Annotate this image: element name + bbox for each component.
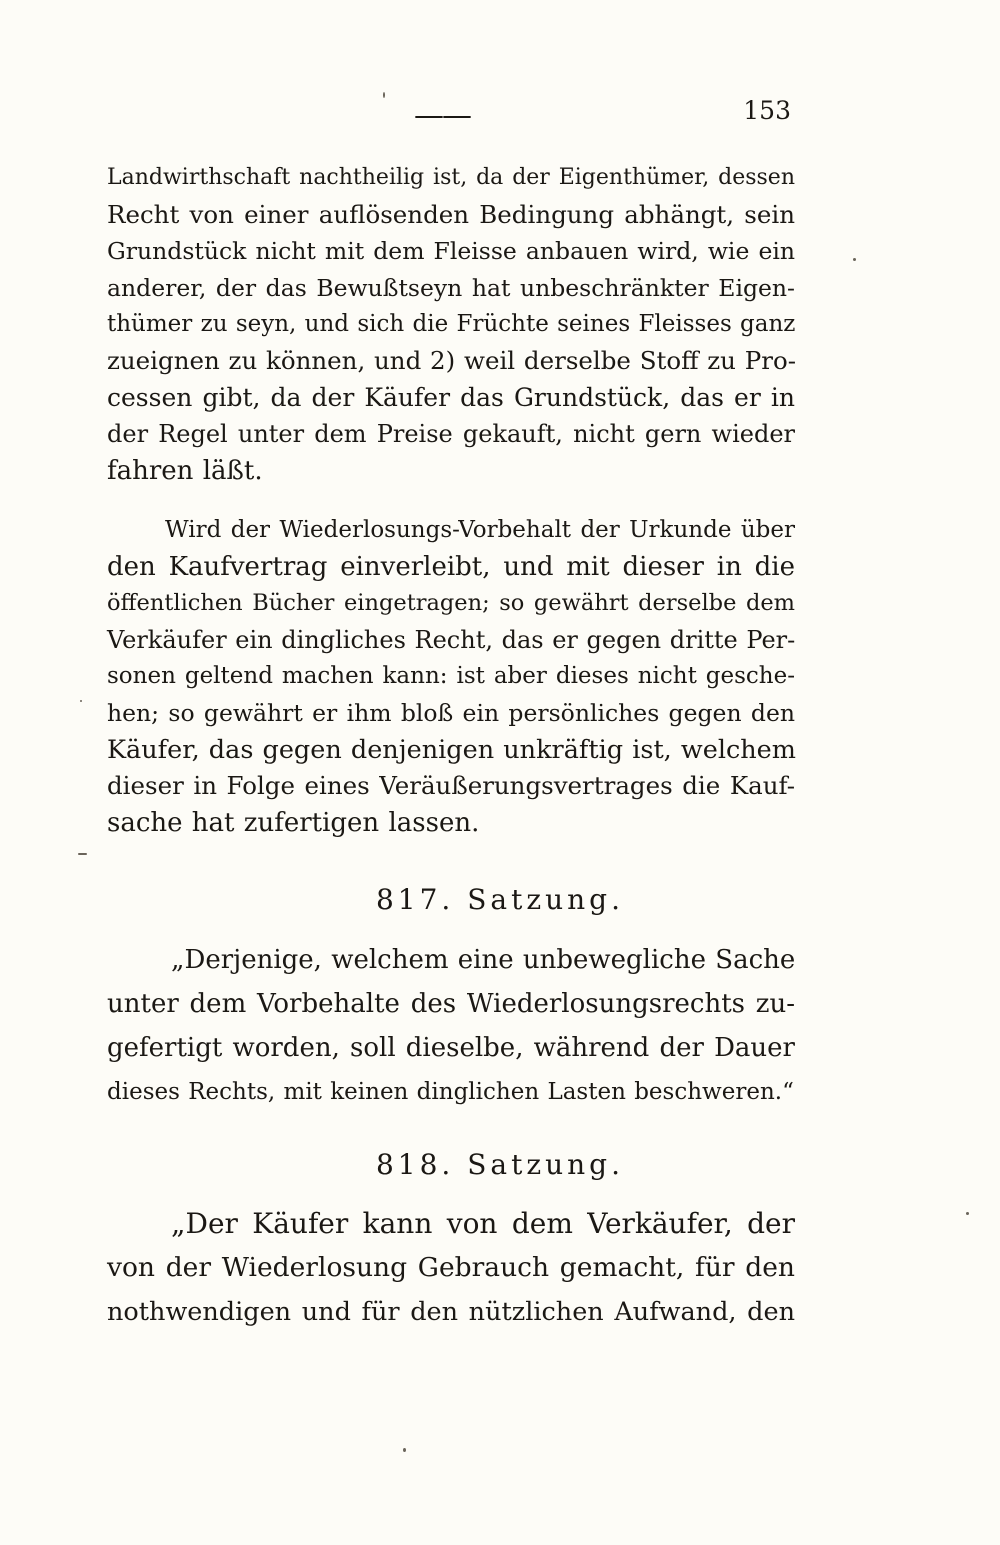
text-line: „Der Käufer kann von dem Verkäufer, der — [171, 1207, 795, 1240]
text-line: von der Wiederlosung Gebrauch gemacht, für den — [107, 1252, 795, 1283]
paper-speck — [383, 92, 385, 98]
text-line: Verkäufer ein dingliches Recht, das er gegen dritte Per- — [107, 625, 796, 654]
text-line: hen; so gewährt er ihm bloß ein persönliches gegen den — [107, 698, 795, 727]
page-number: 153 — [743, 96, 791, 125]
text-line: anderer, der das Bewußtseyn hat unbeschränkter Eigen- — [107, 273, 795, 302]
paper-speck — [80, 700, 82, 702]
text-line: Grundstück nicht mit dem Fleisse anbauen wird, wie ein — [107, 237, 795, 266]
text-line: Recht von einer auflösenden Bedingung abhängt, sein — [107, 199, 795, 229]
text-line: „Derjenige, welchem eine unbewegliche Sache — [171, 945, 796, 975]
text-line: den Kaufvertrag einverleibt, und mit dieser in die — [107, 551, 795, 582]
text-line: dieser in Folge eines Veräußerungsvertrages die Kauf- — [107, 771, 795, 801]
section-heading-817: 817. Satzung. — [375, 883, 624, 916]
section-817-text — [107, 938, 795, 1114]
section-818-text — [107, 1202, 795, 1334]
text-line: gefertigt worden, soll dieselbe, während der Dauer — [107, 1033, 795, 1063]
text-line: der Regel unter dem Preise gekauft, nicht gern wieder — [107, 420, 795, 449]
text-line: sonen geltend machen kann: ist aber dieses nicht gesche- — [107, 663, 795, 690]
section-heading-818: 818. Satzung. — [375, 1148, 624, 1181]
text-line: Landwirthschaft nachtheilig ist, da der Eigenthümer, dessen — [107, 165, 795, 190]
paragraph-2 — [107, 512, 795, 841]
text-line: zueignen zu können, und 2) weil derselbe Stoff zu Pro- — [107, 345, 796, 375]
text-line: cessen gibt, da der Käufer das Grundstück, das er in — [107, 382, 795, 412]
paper-speck — [853, 258, 856, 261]
text-line: sache hat zufertigen lassen. — [107, 807, 480, 838]
text-line: fahren läßt. — [107, 455, 263, 486]
paper-speck — [403, 1448, 406, 1452]
header-rule: —— — [414, 98, 470, 133]
text-line: nothwendigen und für den nützlichen Aufwand, den — [107, 1297, 795, 1327]
paper-speck — [78, 853, 87, 855]
paragraph-1 — [107, 160, 795, 489]
text-line: Käufer, das gegen denjenigen unkräftig ist, welchem — [107, 734, 796, 765]
text-line: öffentlichen Bücher eingetragen; so gewährt derselbe dem — [107, 590, 795, 617]
text-line: thümer zu seyn, und sich die Früchte seines Fleisses ganz — [107, 311, 796, 338]
text-line: unter dem Vorbehalte des Wiederlosungsrechts zu- — [107, 989, 795, 1019]
paper-speck — [966, 1212, 969, 1215]
text-line: dieses Rechts, mit keinen dinglichen Lasten beschweren.“ — [107, 1079, 794, 1105]
text-line: Wird der Wiederlosungs-Vorbehalt der Urkunde über — [165, 517, 795, 543]
